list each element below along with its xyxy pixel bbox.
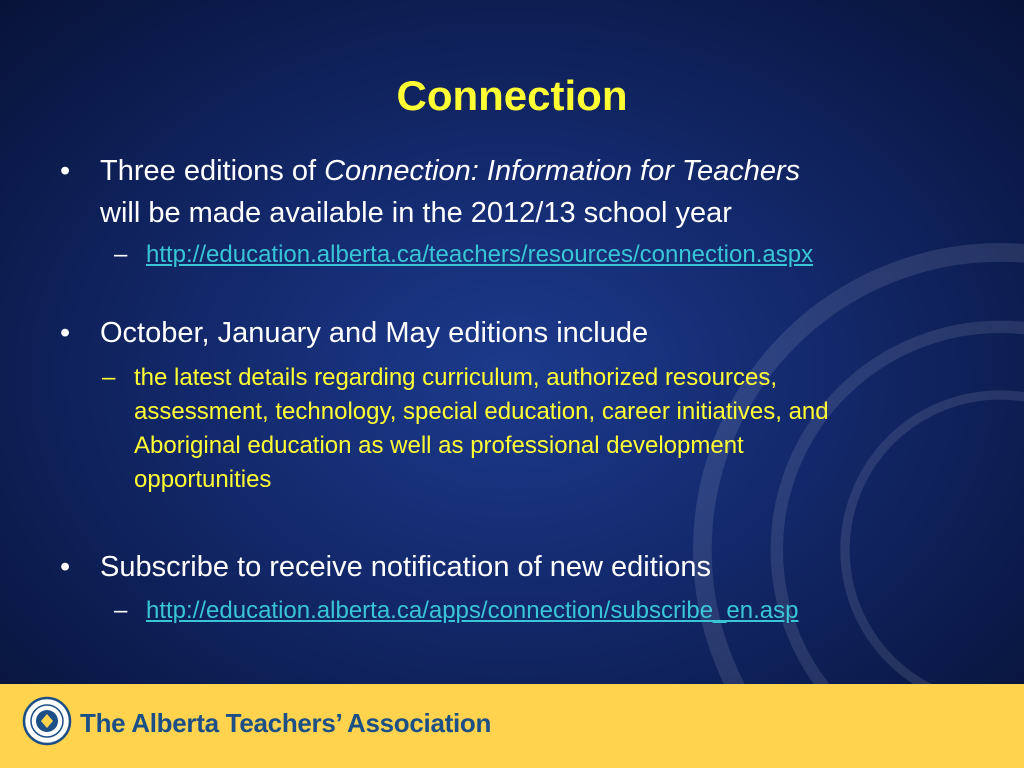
bullet-dot: • — [60, 551, 71, 583]
bullet-2-sub-line-1: the latest details regarding curriculum, authorized resources, — [134, 364, 777, 391]
bullet-3-text: Subscribe to receive notification of new editions — [100, 551, 711, 583]
subscribe-link[interactable]: http://education.alberta.ca/apps/connection/subscribe_en.asp — [146, 597, 799, 624]
sub-dash: – — [114, 241, 128, 268]
bullet-dot: • — [60, 155, 71, 187]
publication-title: Connection: Information for Teachers — [324, 155, 801, 187]
bullet-1-line-2: will be made available in the 2012/13 school year — [100, 197, 732, 229]
bullet-2-sub-line-4: opportunities — [134, 466, 272, 493]
connection-resource-link[interactable]: http://education.alberta.ca/teachers/resources/connection.aspx — [146, 241, 814, 268]
sub-dash: – — [102, 364, 116, 391]
bullet-1-sub — [114, 238, 994, 272]
bullet-3 — [60, 546, 980, 588]
bullet-2 — [60, 312, 980, 354]
bullet-2-sub-line-2: assessment, technology, special education, career initiatives, and — [134, 398, 829, 425]
bullet-2-sub — [102, 361, 1002, 497]
bullet-1-text: Three editions of — [100, 155, 325, 187]
organization-name: The Alberta Teachers’ Association — [80, 708, 492, 738]
bullet-2-sub-line-3: Aboriginal education as well as professional development — [134, 432, 744, 459]
bullet-3-sub — [114, 594, 994, 628]
footer-bar — [0, 684, 1024, 768]
sub-dash: – — [114, 597, 128, 624]
bullet-2-text: October, January and May editions include — [100, 317, 649, 349]
bullet-1-line-1 — [100, 150, 800, 192]
bullet-dot: • — [60, 317, 71, 349]
bullet-1 — [60, 150, 980, 234]
slide-title: Connection — [396, 72, 628, 119]
ata-seal-icon — [22, 696, 72, 746]
